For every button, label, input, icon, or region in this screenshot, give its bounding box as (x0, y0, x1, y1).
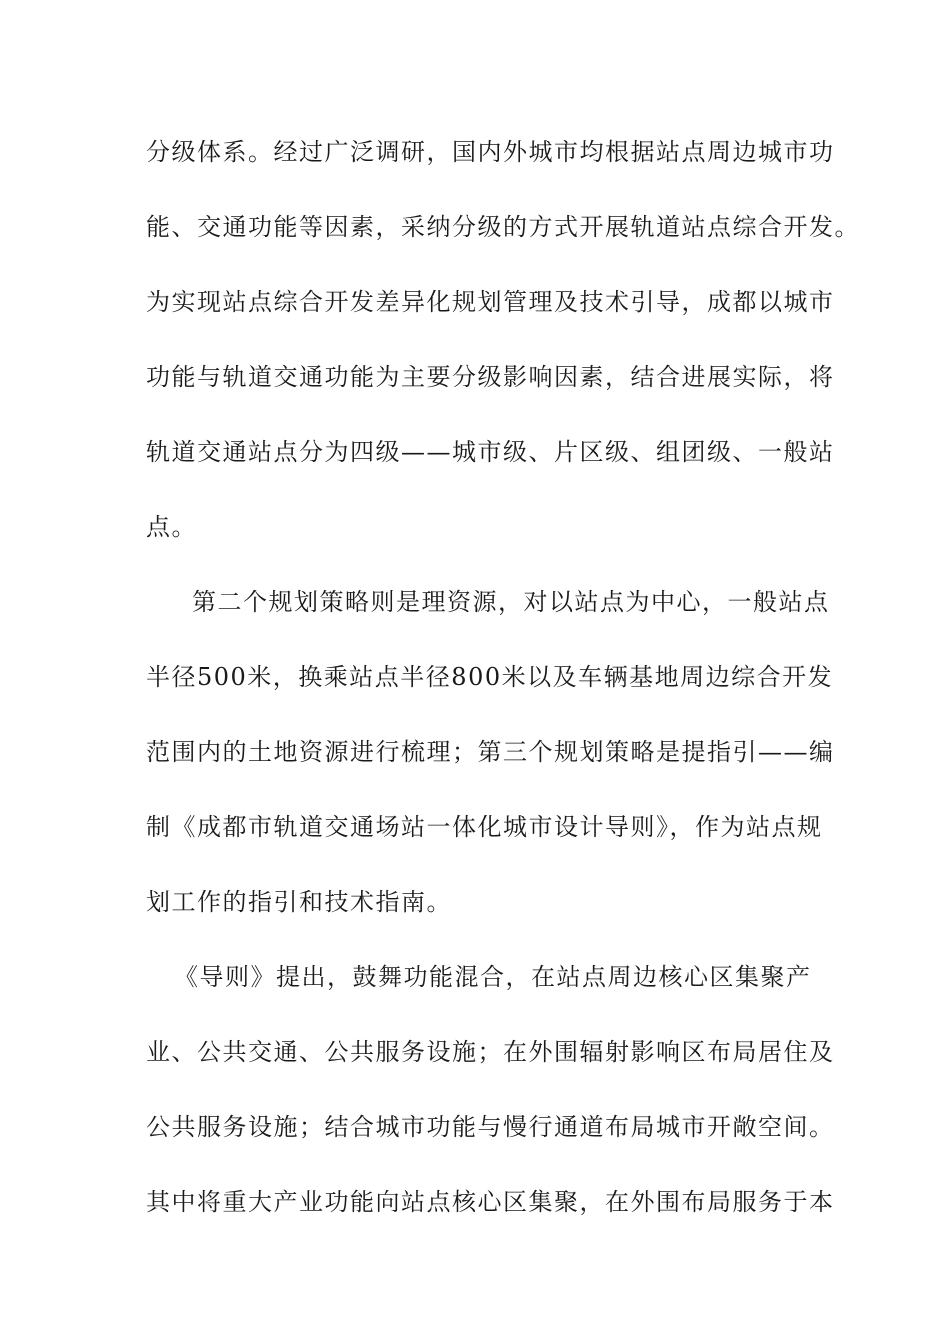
paragraph-first-line: 第二个规划策略则是理资源，对以站点为中心，一般站点 (192, 588, 830, 616)
text-line: 其中将重大产业功能向站点核心区集聚，在外围布局服务于本 (146, 1188, 835, 1216)
text-line: 功能与轨道交通功能为主要分级影响因素，结合进展实际，将 (146, 363, 835, 391)
text-line: 分级体系。经过广泛调研，国内外城市均根据站点周边城市功 (146, 138, 835, 166)
paragraph-first-line: 《导则》提出，鼓舞功能混合，在站点周边核心区集聚产 (174, 963, 812, 991)
text-line: 划工作的指引和技术指南。 (146, 888, 452, 916)
text-line: 为实现站点综合开发差异化规划管理及技术引导，成都以城市 (146, 288, 835, 316)
text-line: 半径500米，换乘站点半径800米以及车辆基地周边综合开发 (146, 663, 834, 691)
text-line: 业、公共交通、公共服务设施；在外围辐射影响区布局居住及 (146, 1038, 835, 1066)
text-line: 点。 (146, 513, 197, 541)
text-line: 能、交通功能等因素，采纳分级的方式开展轨道站点综合开发。 (146, 213, 860, 241)
text-line: 轨道交通站点分为四级——城市级、片区级、组团级、一般站 (146, 438, 835, 466)
text-line: 公共服务设施；结合城市功能与慢行通道布局城市开敞空间。 (146, 1113, 835, 1141)
text-line: 制《成都市轨道交通场站一体化城市设计导则》，作为站点规 (146, 813, 823, 841)
text-line: 范围内的土地资源进行梳理；第三个规划策略是提指引——编 (146, 738, 835, 766)
